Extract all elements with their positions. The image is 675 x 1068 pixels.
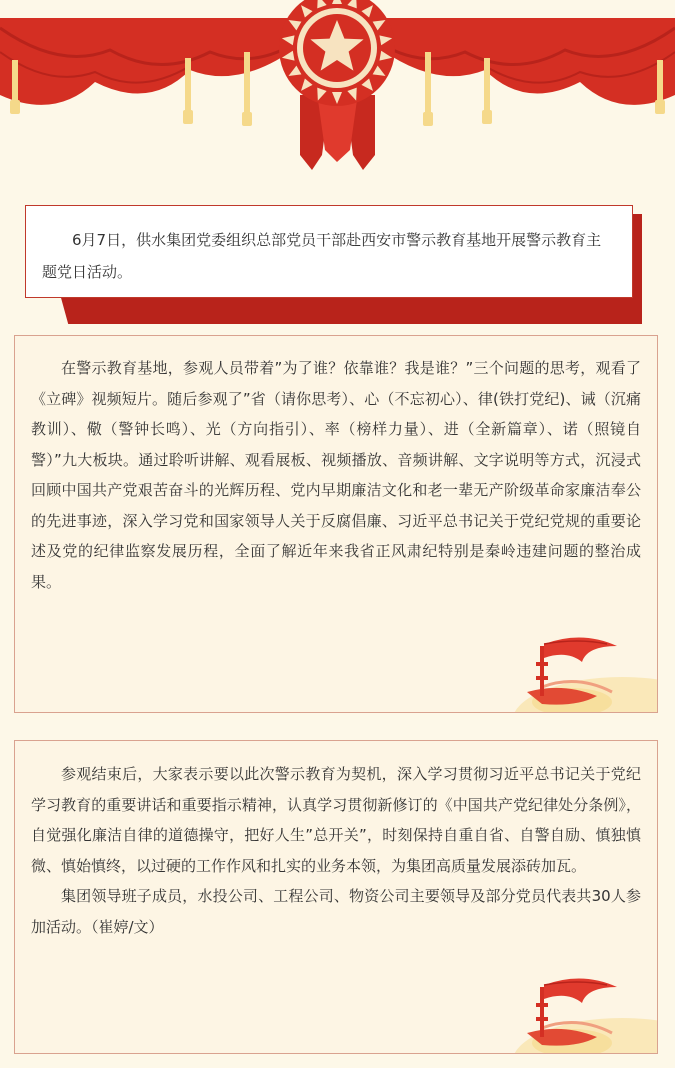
content-panel-2 — [14, 740, 658, 1054]
panel1-paragraph: 在警示教育基地，参观人员带着”为了谁？依靠谁？我是谁？”三个问题的思考，观看了《立碑》视频短片。随后参观了”省（请你思考）、心（不忘初心）、律(铁打党纪)、诫（沉痛教训）、儆（警钟长鸣）、光（方向指引）、率（榜样力量）、进（全新篇章）、诺（照镜自警）”九大板块。通过聆听讲解、观看展板、视频播放、音频讲解、文字说明等方式，沉浸式回顾中国共产党艰苦奋斗的光辉历程、党内早期廉洁文化和老一辈无产阶级革命家廉洁奉公的先进事迹，深入学习党和国家领导人关于反腐倡廉、习近平总书记关于党纪党规的重要论述及党的纪律监察发展历程，全面了解近年来我省正风肃纪特别是秦岭违建问题的整治成果。 — [31, 359, 641, 591]
intro-text: 6月7日，供水集团党委组织总部党员干部赴西安市警示教育基地开展警示教育主题党日活动。 — [42, 231, 602, 281]
intro-box — [25, 205, 633, 298]
content-panel-1 — [14, 335, 658, 713]
panel2-paragraph-2: 集团领导班子成员，水投公司、工程公司、物资公司主要领导及部分党员代表共30人参加活动。（崔婷/文） — [31, 887, 641, 936]
panel2-paragraph-1: 参观结束后，大家表示要以此次警示教育为契机，深入学习贯彻习近平总书记关于党纪学习教育的重要讲话和重要指示精神，认真学习贯彻新修订的《中国共产党纪律处分条例》，自觉强化廉洁自律的道德操守，把好人生”总开关”，时刻保持自重自省、自警自励、慎独慎微、慎始慎终，以过硬的工作作风和扎实的业务本领，为集团高质量发展添砖加瓦。 — [31, 765, 641, 875]
red-flag-torch-icon — [482, 973, 657, 1053]
red-flag-torch-icon — [482, 632, 657, 712]
header-banner — [0, 0, 675, 175]
